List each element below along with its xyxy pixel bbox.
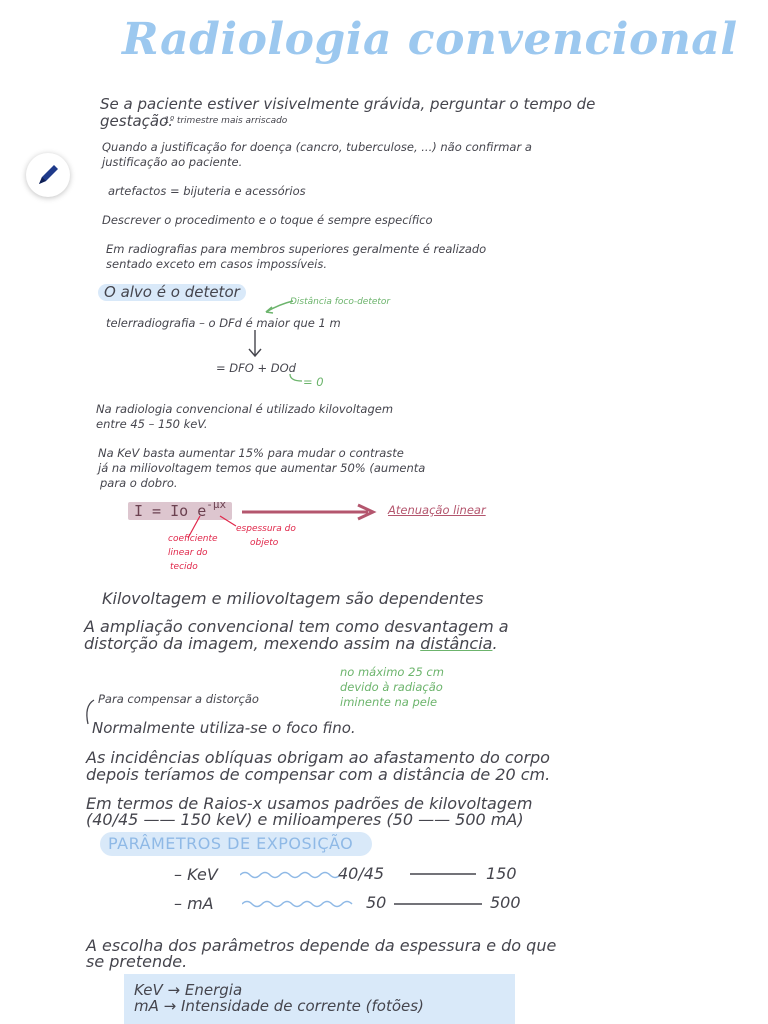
- wavy-line: [240, 870, 340, 880]
- line: [394, 902, 482, 906]
- note-escolha-line1: A escolha dos parâmetros depende da espessura e do que: [86, 936, 557, 955]
- arrow-right-icon: [240, 502, 380, 522]
- note-radiographs-line2: sentado exceto em casos impossíveis.: [106, 257, 327, 271]
- note-pregnancy-line2: gestação.: [100, 112, 174, 130]
- down-arrow-icon: [245, 328, 265, 362]
- note-ampliacao-line2: distorção da imagem, mexendo assim na distância.: [84, 634, 498, 653]
- note-pregnancy-line1: Se a paciente estiver visivelmente grávida, perguntar o tempo de: [100, 95, 596, 113]
- note-justification-line1: Quando a justificação for doença (cancro, tuberculose, ...) não confirmar a: [102, 140, 532, 154]
- note-obliquas-line2: depois teríamos de compensar com a distância de 20 cm.: [86, 765, 551, 784]
- note-justification-line2: justificação ao paciente.: [102, 155, 243, 169]
- note-compensar: Para compensar a distorção: [98, 692, 259, 706]
- page-title: Radiologia convencional: [122, 14, 738, 65]
- line: [410, 872, 476, 876]
- note-kev-line1: Na KeV basta aumentar 15% para mudar o contraste: [98, 446, 404, 460]
- parametros-title: PARÂMETROS DE EXPOSIÇÃO: [108, 834, 354, 853]
- note-coef-line1: coeficiente: [168, 534, 218, 544]
- note-telerradiografia: telerradiografia – o DFd é maior que 1 m: [106, 316, 341, 330]
- note-dependentes: Kilovoltagem e miliovoltagem são dependentes: [102, 589, 484, 608]
- note-alvo-highlight: O alvo é o detetor: [98, 284, 246, 301]
- note-raios-line2: (40/45 —— 150 keV) e milioamperes (50 —— 500 mA): [86, 810, 524, 829]
- note-esp-line1: espessura do: [236, 524, 296, 534]
- param-row-kev-from: 40/45: [338, 864, 385, 883]
- note-procedure: Descrever o procedimento e o toque é sempre específico: [102, 213, 433, 227]
- note-dfd-formula: = DFO + DOd: [216, 361, 296, 375]
- note-atenuacao: Atenuação linear: [388, 503, 486, 517]
- param-row-ma-to: 500: [490, 893, 521, 912]
- pen-tool-button[interactable]: [26, 153, 70, 197]
- param-row-kev-to: 150: [486, 864, 517, 883]
- note-ampliacao-distancia: distância: [420, 634, 493, 653]
- note-esp-line2: objeto: [250, 538, 279, 548]
- note-foco: Normalmente utiliza-se o foco fino.: [92, 719, 356, 737]
- note-dfd-label: Distância foco-detetor: [290, 297, 391, 307]
- param-row-ma-label: – mA: [174, 894, 214, 913]
- param-row-kev-label: – KeV: [174, 865, 218, 884]
- note-ampliacao-text: distorção da imagem, mexendo assim na: [84, 634, 416, 653]
- note-radiographs-line1: Em radiografias para membros superiores geralmente é realizado: [106, 242, 487, 256]
- note-coef-line3: tecido: [170, 562, 198, 572]
- note-raios-line1: Em termos de Raios-x usamos padrões de kilovoltagem: [86, 794, 533, 813]
- formula-base: I = Io e: [134, 502, 207, 520]
- note-kv-line2: entre 45 – 150 keV.: [96, 417, 208, 431]
- def-kev: KeV → Energia: [134, 981, 243, 999]
- note-coef-line2: linear do: [168, 548, 208, 558]
- wavy-line: [242, 899, 356, 909]
- note-maximo-line1: no máximo 25 cm: [340, 665, 444, 679]
- note-kev-line3: para o dobro.: [100, 476, 178, 490]
- note-maximo-line2: devido à radiação: [340, 680, 443, 694]
- note-escolha-line2: se pretende.: [86, 952, 188, 971]
- note-maximo-line3: iminente na pele: [340, 695, 438, 709]
- def-ma: mA → Intensidade de corrente (fotões): [134, 997, 424, 1015]
- note-ampliacao-line1: A ampliação convencional tem como desvantagem a: [84, 617, 509, 636]
- parametros-title-highlight: [100, 832, 372, 856]
- note-dod-zero: = 0: [303, 375, 324, 389]
- note-kev-line2: já na miliovoltagem temos que aumentar 50% (aumenta: [98, 461, 426, 475]
- param-row-ma-from: 50: [366, 893, 387, 912]
- note-kv-line1: Na radiologia convencional é utilizado kilovoltagem: [96, 402, 394, 416]
- note-artefacts: artefactos = bijuteria e acessórios: [108, 184, 306, 198]
- pen-icon: [26, 153, 70, 197]
- note-pregnancy-small: 1º trimestre mais arriscado: [164, 116, 288, 126]
- note-obliquas-line1: As incidências oblíquas obrigam ao afastamento do corpo: [86, 748, 550, 767]
- formula-exponent: -μx: [206, 498, 227, 511]
